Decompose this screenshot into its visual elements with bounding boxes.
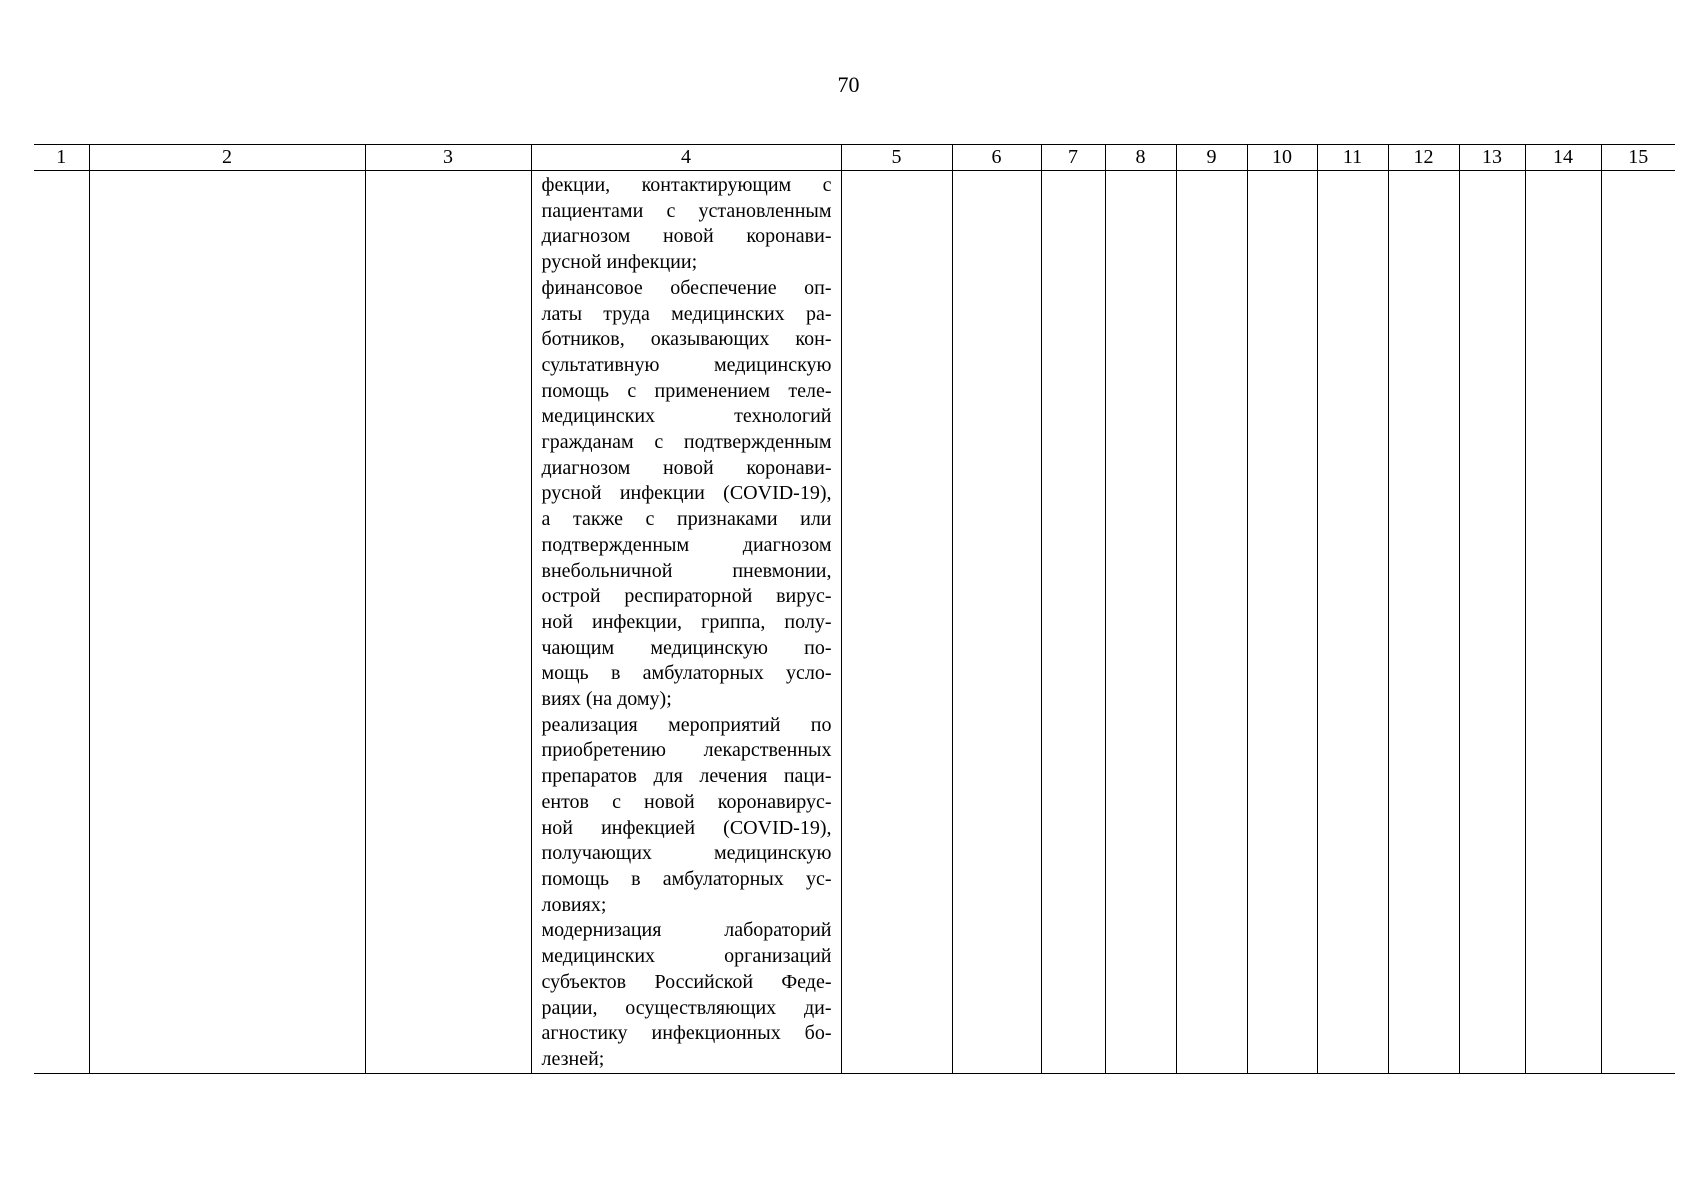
text-line: русной инфекции; [541,251,698,274]
text-line: модернизация лабораторий [541,919,832,942]
text-line: помощь в амбулаторных ус- [541,867,832,890]
table-cell [1176,171,1247,1074]
column-number-header: 6 [952,145,1041,171]
column-number-header: 3 [365,145,531,171]
column-number-header: 10 [1247,145,1317,171]
column-number-header: 13 [1459,145,1525,171]
text-line: сультативную медицинскую [541,353,832,376]
text-line: субъектов Российской Феде- [541,970,832,993]
text-line: финансовое обеспечение оп- [541,276,832,299]
column-number-header: 7 [1041,145,1105,171]
column-number-header: 8 [1105,145,1176,171]
text-line: диагнозом новой коронави- [541,456,832,479]
text-line: внебольничной пневмонии, [541,559,832,582]
text-line: помощь с применением теле- [541,379,832,402]
text-line: ной инфекции, гриппа, полу- [541,610,832,633]
column-number-header: 15 [1601,145,1675,171]
column-number-header: 2 [89,145,365,171]
table-cell [952,171,1041,1074]
text-line: русной инфекции (COVID-19), [541,482,832,505]
column-number-header: 11 [1317,145,1388,171]
column-number-header: 4 [531,145,841,171]
text-line: диагнозом новой коронави- [541,225,832,248]
table-cell [1247,171,1317,1074]
text-line: ловиях; [541,893,607,916]
column-number-row [34,145,1675,171]
text-line: ентов с новой коронавирус- [541,790,832,813]
text-line: чающим медицинскую по- [541,636,832,659]
text-line: виях (на дому); [541,688,672,711]
table-cell [1041,171,1105,1074]
text-line: пациентами с установленным [541,199,832,222]
table-cell [1317,171,1388,1074]
table-cell [1105,171,1176,1074]
text-line: медицинских организаций [541,945,832,968]
column-number-header: 9 [1176,145,1247,171]
table-cell [89,171,365,1074]
description-text [532,171,841,1073]
text-line: а также с признаками или [541,508,832,531]
text-line: агностику инфекционных бо- [541,1022,832,1045]
text-line: лезней; [541,1047,605,1070]
text-line: препаратов для лечения паци- [541,765,832,788]
text-line: получающих медицинскую [541,842,832,865]
text-line: гражданам с подтвержденным [541,431,832,454]
text-line: мощь в амбулаторных усло- [541,662,832,685]
column-number-header: 1 [34,145,89,171]
table-row [34,171,1675,1074]
text-line: медицинских технологий [541,405,832,428]
text-line: приобретению лекарственных [541,739,832,762]
document-table [34,144,1675,1074]
text-line: острой респираторной вирус- [541,585,832,608]
text-line: ботников, оказывающих кон- [541,328,832,351]
table-cell [1601,171,1675,1074]
text-line: подтвержденным диагнозом [541,533,832,556]
text-line: латы труда медицинских ра- [541,302,832,325]
text-line: реализация мероприятий по [541,713,832,736]
table-cell [1388,171,1459,1074]
table-cell-description [531,171,841,1074]
table-cell [34,171,89,1074]
text-line: ной инфекцией (COVID-19), [541,816,832,839]
table-cell [365,171,531,1074]
table-cell [841,171,952,1074]
text-line: рации, осуществляющих ди- [541,996,832,1019]
table-cell [1525,171,1601,1074]
page-number: 70 [837,72,860,97]
column-number-header: 12 [1388,145,1459,171]
column-number-header: 14 [1525,145,1601,171]
table-cell [1459,171,1525,1074]
text-line: фекции, контактирующим с [541,174,832,196]
column-number-header: 5 [841,145,952,171]
